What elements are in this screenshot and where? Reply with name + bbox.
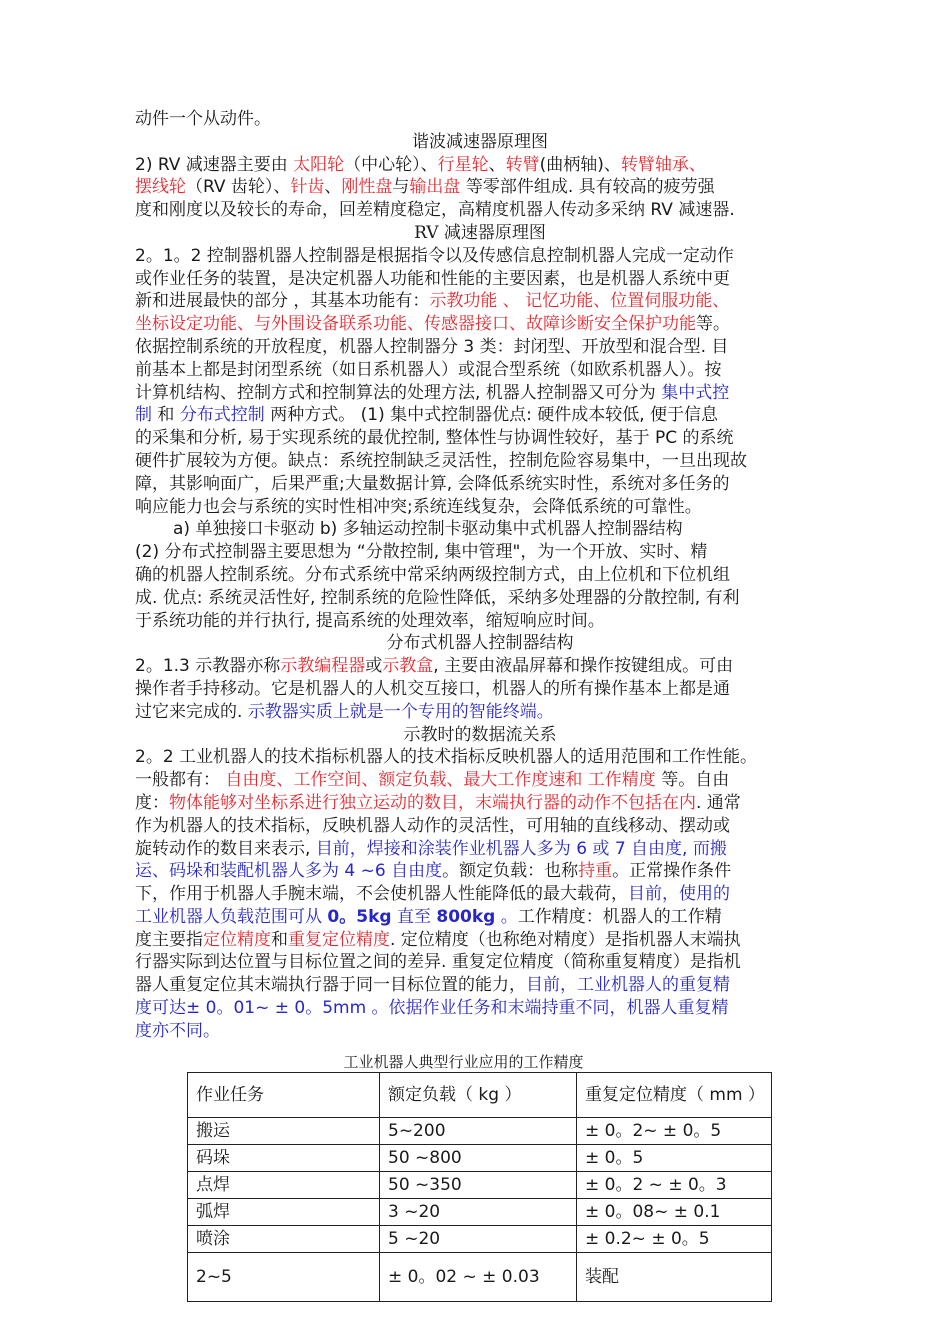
ctrl-line: 依据控制系统的开放程度，机器人控制器分 3 类：封闭型、开放型和混合型. 目 [135,336,729,357]
spec-line: 工业机器人负载范围可从 0。5kg 直至 800kg 。工作精度：机器人的工作精 [135,906,722,927]
table-cell: 装配 [577,1253,772,1302]
ctrl-line: 的采集和分析, 易于实现系统的最优控制, 整体性与协调性较好，基于 PC 的系统 [135,428,734,449]
table-cell: ± 0。5 [577,1145,772,1172]
ctrl-line: 计算机结构、控制方式和控制算法的处理方法, 机器人控制器又可分为 集中式控 [135,382,730,403]
ctrl-line: 响应能力也会与系统的实时性相冲突;系统连线复杂，会降低系统的可靠性。 [135,496,702,517]
teach-line: 过它来完成的. 示教器实质上就是一个专用的智能终端。 [135,701,554,722]
ctrl-line: (2) 分布式控制器主要思想为 “分散控制, 集中管理"，为一个开放、实时、精 [135,542,708,563]
ctrl-line: 成. 优点: 系统灵活性好, 控制系统的危险性降低，采纳多处理器的分散控制, 有利 [135,587,740,608]
table-row [188,1145,772,1172]
table-cell: 弧焊 [188,1199,380,1226]
paragraph-line: 动件一个从动件。 [135,109,271,129]
spec-line: 度主要指定位精度和重复定位精度. 定位精度（也称绝对精度）是指机器人末端执 [135,929,741,950]
table-cell: 5~200 [380,1118,577,1145]
spec-line: 一般都有： 自由度、工作空间、额定负载、最大工作度速和 工作精度 等。自由 [135,770,730,791]
table-cell: ± 0。08~ ± 0.1 [577,1199,772,1226]
ctrl-line: 于系统功能的并行执行, 提高系统的处理效率，缩短响应时间。 [135,610,605,631]
table-cell: 点焊 [188,1172,380,1199]
spec-line: 作为机器人的技术指标，反映机器人动作的灵活性，可用轴的直线移动、摆动或 [135,815,730,836]
ctrl-line: 或作业任务的装置，是决定机器人功能和性能的主要因素，也是机器人系统中更 [135,268,730,289]
spec-line: 运、码垛和装配机器人多为 4 ~6 自由度。额定负载：也称持重。正常操作条件 [135,861,732,882]
header-cell: 重复定位精度（ mm ） [577,1073,772,1118]
table-cell: 5 ~20 [380,1226,577,1253]
table-cell: ± 0。2 ~ ± 0。3 [577,1172,772,1199]
rv-line-2: 摆线轮（RV 齿轮）、针齿、刚性盘与输出盘 等零部件组成. 具有较高的疲劳强 [135,177,715,198]
table-row [188,1118,772,1145]
spec-line: 器人重复定位其末端执行器于同一目标位置的能力，目前，工业机器人的重复精 [135,975,730,996]
spec-line: 下，作用于机器人手腕末端，不会使机器人性能降低的最大载荷，目前，使用的 [135,884,730,905]
table-header-row [188,1073,772,1118]
spec-line: 度亦不同。 [135,1020,220,1041]
ctrl-line: 制 和 分布式控制 两种方式。 (1) 集中式控制器优点: 硬件成本较低, 便于信息 [135,405,719,426]
figure-caption-rv: RV 减速器原理图 [414,222,546,243]
table-cell: 搬运 [188,1118,380,1145]
ctrl-line: 硬件扩展较为方便。缺点：系统控制缺乏灵活性，控制危险容易集中，一旦出现故 [135,450,747,471]
ctrl-line: 坐标设定功能、与外围设备联系功能、传感器接口、故障诊断安全保护功能等。 [135,314,730,335]
table-row [188,1253,772,1302]
figure-caption-harmonic: 谐波减速器原理图 [412,131,548,152]
header-cell: 额定负载（ kg ） [380,1073,577,1118]
figure-caption-distributed: 分布式机器人控制器结构 [386,633,574,654]
document-body [135,108,825,1043]
table-row [188,1199,772,1226]
figure-caption-teach: 示教时的数据流关系 [403,724,557,745]
teach-line: 操作者手持移动。它是机器人的人机交互接口，机器人的所有操作基本上都是通 [135,678,730,699]
table-caption: 工业机器人典型行业应用的工作精度 [343,1053,584,1071]
rv-line-1: 2) RV 减速器主要由 太阳轮（中心轮）、行星轮、转臂(曲柄轴)、转臂轴承、 [135,154,706,175]
ctrl-line: 前基本上都是封闭型系统（如日系机器人）或混合型系统（如欧系机器人）。按 [135,359,722,380]
spec-line: 度可达± 0。01~ ± 0。5mm 。依据作业任务和末端持重不同，机器人重复精 [135,998,729,1019]
table-cell: 2~5 [188,1253,380,1302]
precision-table [187,1072,772,1302]
table-cell: ± 0.2~ ± 0。5 [577,1226,772,1253]
table-row [188,1226,772,1253]
table-cell: ± 0。2~ ± 0。5 [577,1118,772,1145]
ctrl-line: 确的机器人控制系统。分布式系统中常采纳两级控制方式，由上位机和下位机组 [135,564,730,585]
table-cell: 码垛 [188,1145,380,1172]
table-cell: 喷涂 [188,1226,380,1253]
ctrl-line: 2。1。2 控制器机器人控制器是根据指令以及传感信息控制机器人完成一定动作 [135,245,734,266]
table-cell: 50 ~350 [380,1172,577,1199]
spec-line: 2。2 工业机器人的技术指标机器人的技术指标反映机器人的适用范围和工作性能。 [135,747,758,768]
spec-line: 度：物体能够对坐标系进行独立运动的数目，末端执行器的动作不包括在内. 通常 [135,792,741,813]
table-cell: ± 0。02 ~ ± 0.03 [380,1253,577,1302]
figure-caption-centralized: a) 单独接口卡驱动 b) 多轴运动控制卡驱动集中式机器人控制器结构 [173,519,683,540]
rv-line-3: 度和刚度以及较长的寿命，回差精度稳定，高精度机器人传动多采纳 RV 减速器. [135,200,735,221]
table-row [188,1172,772,1199]
teach-line: 2。1.3 示教器亦称示教编程器或示教盒, 主要由液晶屏幕和操作按键组成。可由 [135,656,734,677]
spec-line: 行器实际到达位置与目标位置之间的差异. 重复定位精度（简称重复精度）是指机 [135,952,741,973]
table-cell: 50 ~800 [380,1145,577,1172]
ctrl-line: 障，其影响面广，后果严重;大量数据计算, 会降低系统实时性，系统对多任务的 [135,473,730,494]
table-cell: 3 ~20 [380,1199,577,1226]
ctrl-line: 新和进展最快的部分 ，其基本功能有：示教功能 、 记忆功能、位置伺服功能、 [135,291,730,312]
spec-line: 旋转动作的数目来表示, 目前，焊接和涂装作业机器人多为 6 或 7 自由度, 而搬 [135,838,727,859]
header-cell: 作业任务 [188,1073,380,1118]
